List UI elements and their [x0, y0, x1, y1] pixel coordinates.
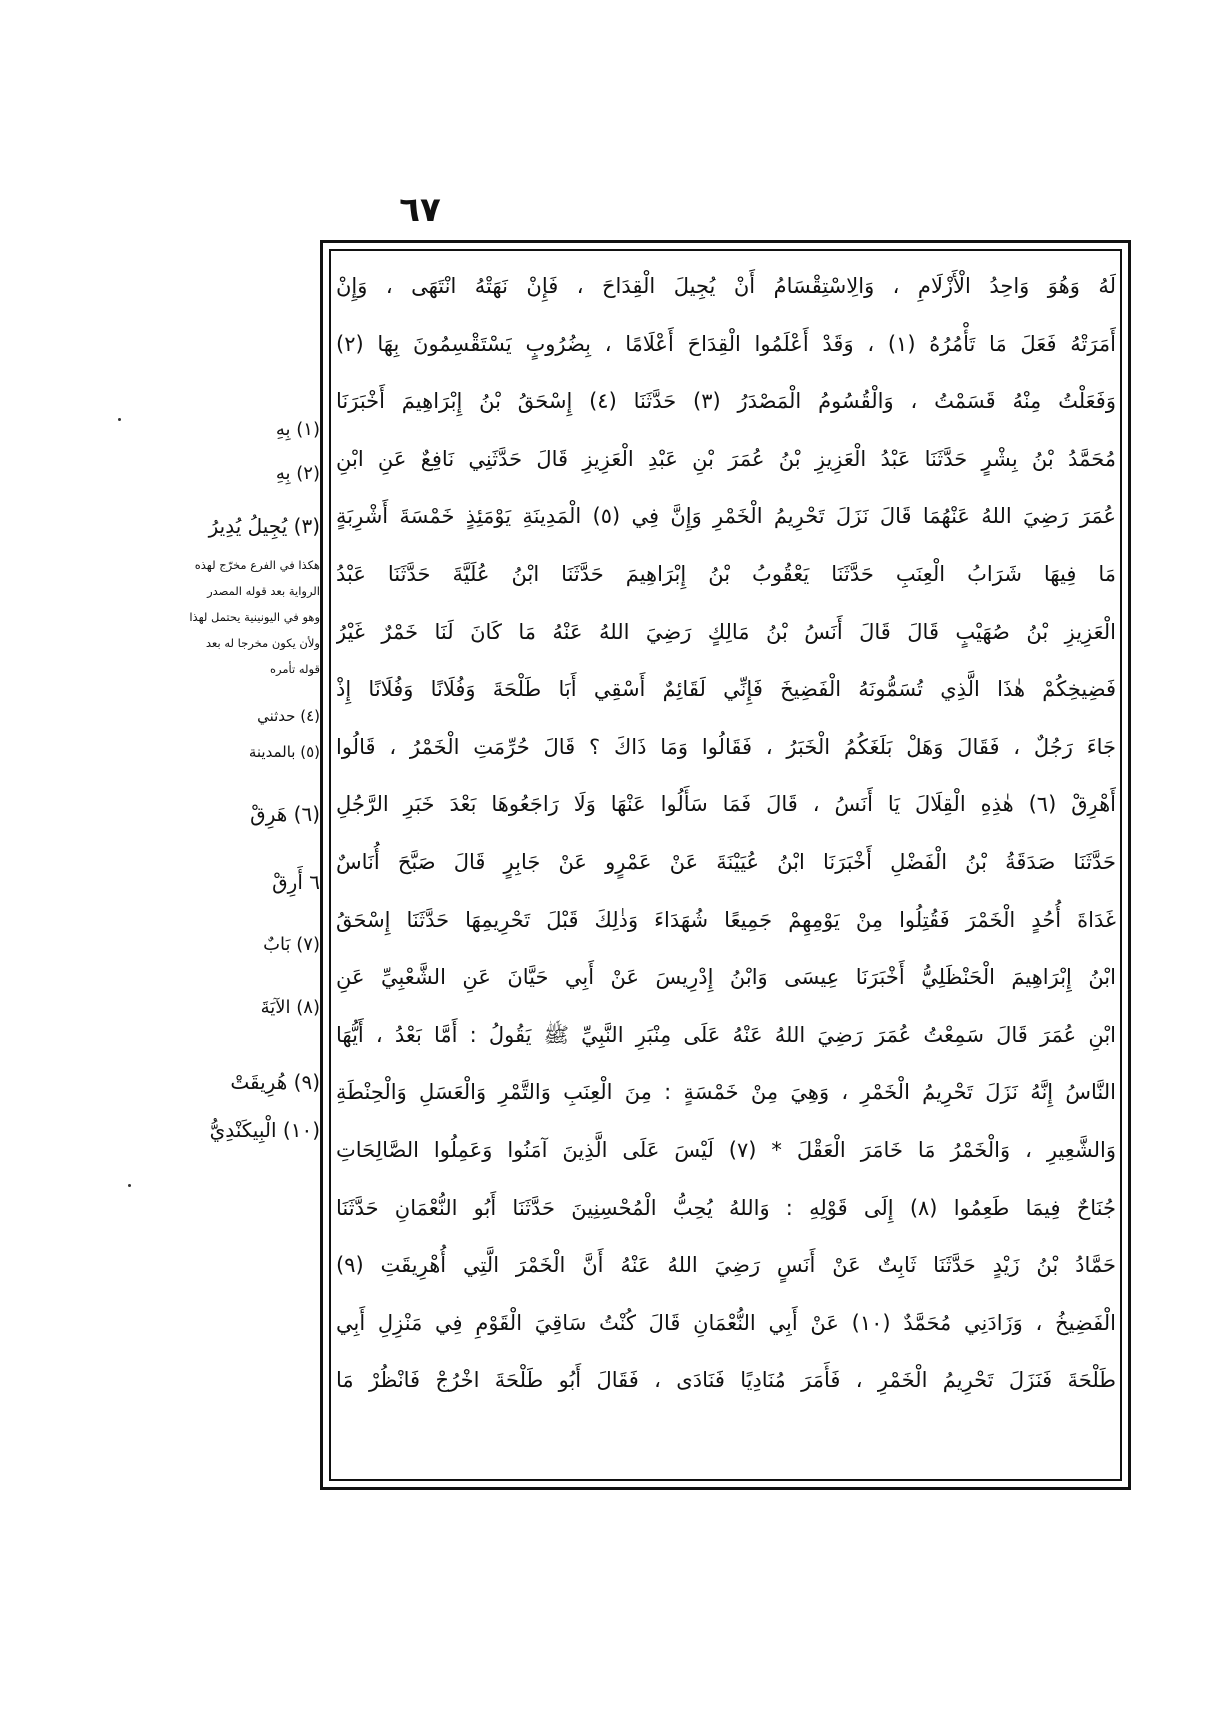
text-line-14: ابْنِ عُمَرَ قَالَ سَمِعْتُ عُمَرَ رَضِيَ اللهُ عَنْهُ عَلَى مِنْبَرِ النَّبِيِّ ﷺ يَقُولُ : أَمَّا بَعْدُ ، أَيُّهَا — [336, 1022, 1116, 1047]
main-text — [336, 258, 1116, 1410]
margin-note-10: (١٠) الْبِيكَنْدِيُّ — [209, 1118, 320, 1142]
margin-note-1: (١) بِهِ — [275, 419, 320, 440]
text-line-4: مُحَمَّدُ بْنُ بِشْرٍ حَدَّثَنَا عَبْدُ الْعَزِيزِ بْنُ عُمَرَ بْنِ عَبْدِ الْعَزِيزِ قَالَ حَدَّثَنِي نَافِعٌ عَنِ ابْنِ — [336, 446, 1116, 471]
margin-note-7: (٧) بَابٌ — [263, 934, 320, 955]
page-number: ٦٧ — [399, 190, 441, 230]
margin-note-2: (٢) بِهِ — [275, 463, 320, 484]
text-line-16: وَالشَّعِيرِ ، وَالْخَمْرُ مَا خَامَرَ الْعَقْلَ * (٧) لَيْسَ عَلَى الَّذِينَ آمَنُوا وَعَمِلُوا الصَّالِحَاتِ — [336, 1137, 1116, 1162]
text-line-8: فَضِيخِكُمْ هٰذَا الَّذِي تُسَمُّونَهُ الْفَضِيخَ فَإِنِّي لَقَائِمٌ أَسْقِي أَبَا طَلْحَةَ وَفُلَانًا وَفُلَانًا إِذْ — [336, 677, 1116, 702]
margin-note-3-line-5: قوله تأمره — [270, 662, 320, 676]
margin-note-8: (٨) الآيَةَ — [260, 997, 320, 1018]
text-line-9: جَاءَ رَجُلٌ ، فَقَالَ وَهَلْ بَلَغَكُمُ الْخَبَرُ ، فَقَالُوا وَمَا ذَاكَ ؟ قَالَ حُرِّمَتِ الْخَمْرُ ، قَالُوا — [336, 734, 1116, 759]
text-line-7: الْعَزِيزِ بْنُ صُهَيْبٍ قَالَ قَالَ أَنَسُ بْنُ مَالِكٍ رَضِيَ اللهُ عَنْهُ مَا كَانَ لَنَا خَمْرٌ غَيْرُ — [336, 619, 1116, 644]
margin-note-4: (٤) حدثني — [257, 707, 320, 725]
text-line-20: طَلْحَةَ فَنَزَلَ تَحْرِيمُ الْخَمْرِ ، فَأَمَرَ مُنَادِيًا فَنَادَى ، فَقَالَ أَبُو طَلْحَةَ اخْرُجْ فَانْظُرْ مَا — [336, 1368, 1116, 1393]
text-line-19: الْفَضِيخُ ، وَزَادَنِي مُحَمَّدٌ (١٠) عَنْ أَبِي النُّعْمَانِ قَالَ كُنْتُ سَاقِيَ الْقَوْمِ فِي مَنْزِلِ أَبِي — [336, 1310, 1116, 1335]
text-line-18: حَمَّادُ بْنُ زَيْدٍ حَدَّثَنَا ثَابِتٌ عَنْ أَنَسٍ رَضِيَ اللهُ عَنْهُ أَنَّ الْخَمْرَ الَّتِي أُهْرِيقَتِ (٩) — [336, 1253, 1116, 1278]
text-line-12: غَدَاةَ أُحُدٍ الْخَمْرَ فَقُتِلُوا مِنْ يَوْمِهِمْ جَمِيعًا شُهَدَاءَ وَذٰلِكَ قَبْلَ تَحْرِيمِهَا حَدَّثَنَا إِسْحَقُ — [336, 907, 1116, 932]
margin-note-6: (٦) هَرِقْ — [250, 802, 320, 826]
text-line-15: النَّاسُ إِنَّهُ نَزَلَ تَحْرِيمُ الْخَمْرِ ، وَهِيَ مِنْ خَمْسَةٍ : مِنَ الْعِنَبِ وَالتَّمْرِ وَالْعَسَلِ وَالْحِنْطَةِ — [336, 1080, 1116, 1105]
margin-note-3-line-4: ولأن يكون مخرجا له بعد — [205, 636, 320, 650]
margin-note-3-line-2: الرواية بعد قوله المصدر — [207, 584, 320, 598]
text-line-13: ابْنُ إِبْرَاهِيمَ الْحَنْظَلِيُّ أَخْبَرَنَا عِيسَى وَابْنُ إِدْرِيسَ عَنْ أَبِي حَيَّانَ عَنِ الشَّعْبِيِّ عَنِ — [336, 965, 1116, 990]
stray-dot — [128, 1184, 131, 1187]
margin-note-9: (٩) هُرِيقَتْ — [230, 1070, 320, 1094]
margin-note-3-line-1: هكذا في الفرع مخرّج لهذه — [194, 558, 320, 572]
text-line-2: أَمَرَتْهُ فَعَلَ مَا تَأْمُرُهُ (١) ، وَقَدْ أَعْلَمُوا الْقِدَاحَ أَعْلَامًا ، بِضُرُوبٍ يَسْتَقْسِمُونَ بِهَا (٢) — [336, 331, 1116, 356]
margin-note-5: (٥) بالمدينة — [248, 743, 320, 761]
stray-dot — [118, 418, 121, 421]
text-line-3: وَفَعَلْتُ مِنْهُ قَسَمْتُ ، وَالْقُسُومُ الْمَصْدَرُ (٣) حَدَّثَنَا (٤) إِسْحَقُ بْنُ إِبْرَاهِيمَ أَخْبَرَنَا — [336, 389, 1116, 414]
text-line-6: مَا فِيهَا شَرَابُ الْعِنَبِ حَدَّثَنَا يَعْقُوبُ بْنُ إِبْرَاهِيمَ حَدَّثَنَا ابْنُ عُلَيَّةَ حَدَّثَنَا عَبْدُ — [336, 561, 1116, 586]
text-line-1: لَهُ وَهُوَ وَاحِدُ الْأَزْلَامِ ، وَالِاسْتِقْسَامُ أَنْ يُجِيلَ الْقِدَاحَ ، فَإِنْ نَهَتْهُ انْتَهَى ، وَإِنْ — [336, 274, 1116, 298]
text-line-11: حَدَّثَنَا صَدَقَةُ بْنُ الْفَضْلِ أَخْبَرَنَا ابْنُ عُيَيْنَةَ عَنْ عَمْرٍو عَنْ جَابِرٍ قَالَ صَبَّحَ أُنَاسٌ — [336, 849, 1116, 874]
margin-note-3-line-3: وهو في اليونينية يحتمل لهذا — [189, 610, 320, 624]
text-line-10: أَهْرِقْ (٦) هٰذِهِ الْقِلَالَ يَا أَنَسُ ، قَالَ فَمَا سَأَلُوا عَنْهَا وَلَا رَاجَعُوهَا بَعْدَ خَبَرِ الرَّجُلِ — [336, 792, 1116, 817]
text-line-5: عُمَرَ رَضِيَ اللهُ عَنْهُمَا قَالَ نَزَلَ تَحْرِيمُ الْخَمْرِ وَإِنَّ فِي (٥) الْمَدِينَةِ يَوْمَئِذٍ خَمْسَةَ أَشْرِبَةٍ — [336, 504, 1116, 529]
margin-note-6-alt: ٦ أَرِقْ — [272, 870, 320, 894]
margin-note-3: (٣) يُجِيلُ يُدِيرُ — [208, 514, 320, 538]
margin-note-3-explanation — [150, 552, 320, 682]
text-line-17: جُنَاحٌ فِيمَا طَعِمُوا (٨) إِلَى قَوْلِهِ : وَاللهُ يُحِبُّ الْمُحْسِنِينَ حَدَّثَنَا أَبُو النُّعْمَانِ حَدَّثَنَا — [336, 1195, 1116, 1220]
